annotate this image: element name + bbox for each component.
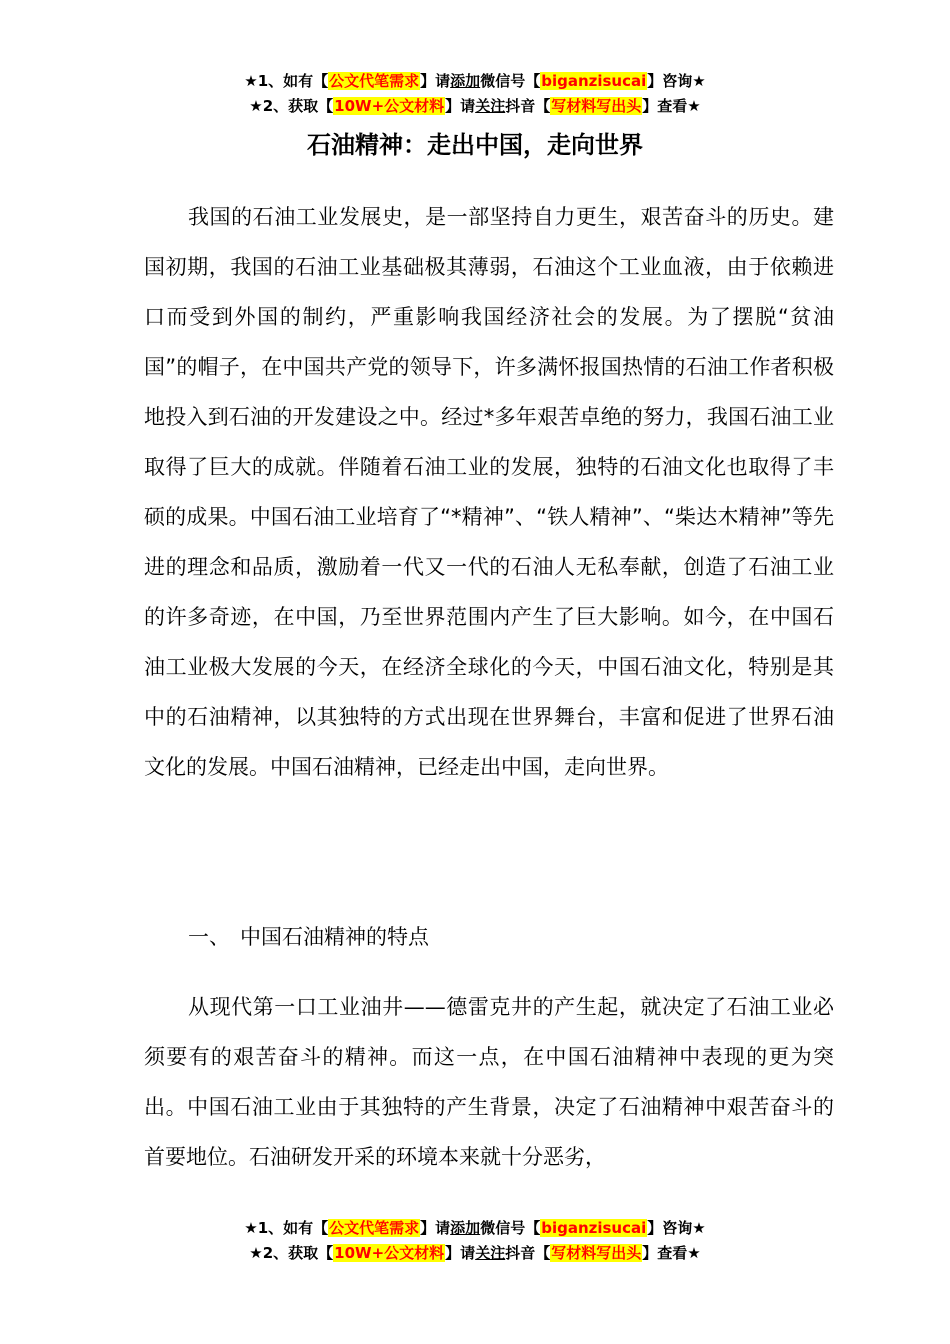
banner-text: 】咨询 xyxy=(647,72,693,90)
underlined-word: 添加 xyxy=(450,72,481,90)
banner-text: 微信号【 xyxy=(480,1219,541,1237)
highlight-wechat-id: biganzisucai xyxy=(541,1219,647,1237)
paragraph-features: 从现代第一口工业油井——德雷克井的产生起，就决定了石油工业必须要有的艰苦奋斗的精神。而这一点，在中国石油精神中表现的更为突出。中国石油工业由于其独特的产生背景，决定了石油精神中艰苦奋斗的首要地位。石油研发开采的环境本来就十分恶劣， xyxy=(144,995,834,1169)
highlight-douyin-id: 写材料写出头 xyxy=(551,1244,642,1262)
body-section-features xyxy=(144,982,834,1182)
highlight-materials: 10W+公文材料 xyxy=(334,97,445,115)
banner-text: 】请 xyxy=(420,72,451,90)
body-section-intro xyxy=(144,192,834,792)
footer-banner xyxy=(0,1216,950,1266)
highlight-service: 公文代笔需求 xyxy=(329,1219,420,1237)
highlight-douyin-id: 写材料写出头 xyxy=(551,97,642,115)
heading-number: 一、 xyxy=(188,925,230,949)
banner-text: 2、获取【 xyxy=(262,1244,334,1262)
section-heading xyxy=(144,912,834,962)
banner-line-1 xyxy=(0,69,950,94)
star-icon: ★ xyxy=(244,1219,258,1237)
banner-text: 微信号【 xyxy=(480,72,541,90)
banner-line-1 xyxy=(0,1216,950,1241)
star-icon: ★ xyxy=(687,1244,701,1262)
paragraph-intro: 我国的石油工业发展史，是一部坚持自力更生，艰苦奋斗的历史。建国初期，我国的石油工业基础极其薄弱，石油这个工业血液，由于依赖进口而受到外国的制约，严重影响我国经济社会的发展。为了摆脱“贫油国”的帽子，在中国共产党的领导下，许多满怀报国热情的石油工作者积极地投入到石油的开发建设之中。经过*多年艰苦卓绝的努力，我国石油工业取得了巨大的成就。伴随着石油工业的发展，独特的石油文化也取得了丰硕的成果。中国石油工业培育了“*精神”、“铁人精神”、“柴达木精神”等先进的理念和品质，激励着一代又一代的石油人无私奉献，创造了石油工业的许多奇迹，在中国，乃至世界范围内产生了巨大影响。如今，在中国石油工业极大发展的今天，在经济全球化的今天，中国石油文化，特别是其中的石油精神，以其独特的方式出现在世界舞台，丰富和促进了世界石油文化的发展。中国石油精神，已经走出中国，走向世界。 xyxy=(144,205,834,779)
banner-text: 】查看 xyxy=(642,1244,688,1262)
underlined-word: 关注 xyxy=(475,97,506,115)
banner-text: 】请 xyxy=(445,97,476,115)
star-icon: ★ xyxy=(687,97,701,115)
banner-text: 抖音【 xyxy=(505,1244,551,1262)
banner-text: 2、获取【 xyxy=(262,97,334,115)
underlined-word: 添加 xyxy=(450,1219,481,1237)
banner-text: 】请 xyxy=(445,1244,476,1262)
banner-text: 1、如有【 xyxy=(257,72,329,90)
star-icon: ★ xyxy=(692,1219,706,1237)
banner-text: 】请 xyxy=(420,1219,451,1237)
banner-text: 】咨询 xyxy=(647,1219,693,1237)
heading-line xyxy=(188,912,834,962)
banner-text: 抖音【 xyxy=(505,97,551,115)
document-title: 石油精神：走出中国，走向世界 xyxy=(307,131,643,159)
underlined-word: 关注 xyxy=(475,1244,506,1262)
highlight-wechat-id: biganzisucai xyxy=(541,72,647,90)
banner-line-2 xyxy=(0,94,950,119)
star-icon: ★ xyxy=(244,72,258,90)
banner-line-2 xyxy=(0,1241,950,1266)
heading-text: 中国石油精神的特点 xyxy=(240,925,429,949)
star-icon: ★ xyxy=(249,97,263,115)
banner-text: 】查看 xyxy=(642,97,688,115)
highlight-materials: 10W+公文材料 xyxy=(334,1244,445,1262)
banner-text: 1、如有【 xyxy=(257,1219,329,1237)
highlight-service: 公文代笔需求 xyxy=(329,72,420,90)
star-icon: ★ xyxy=(249,1244,263,1262)
header-banner xyxy=(0,69,950,119)
star-icon: ★ xyxy=(692,72,706,90)
